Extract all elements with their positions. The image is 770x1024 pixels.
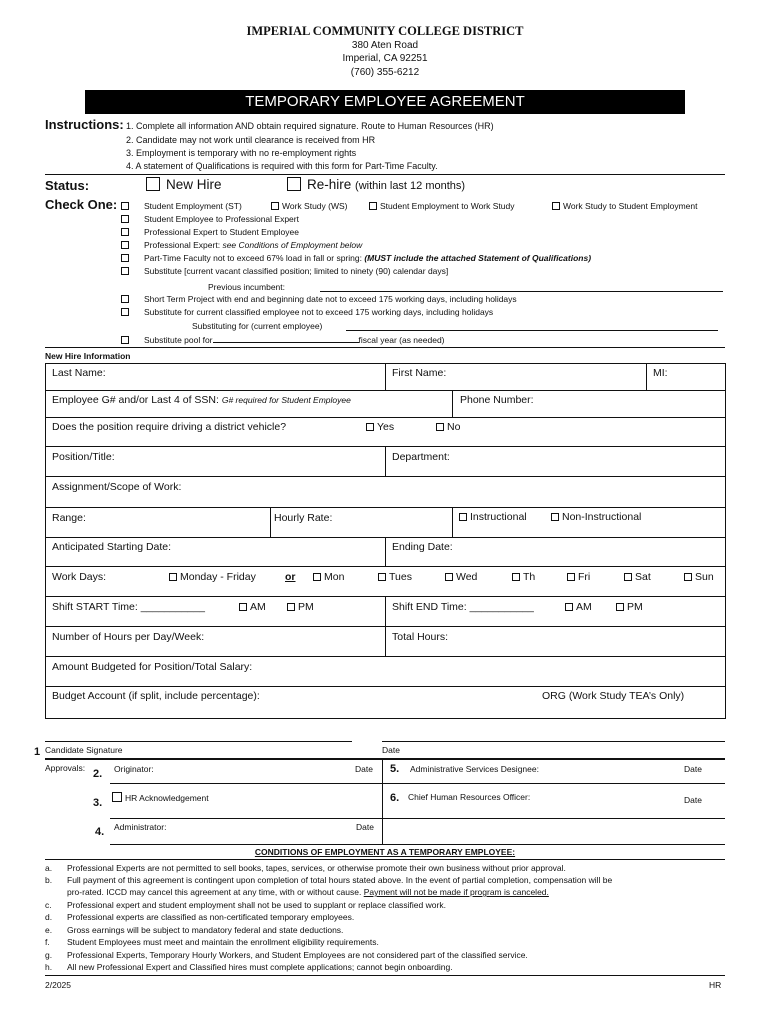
driving-yes-checkbox[interactable] [366,423,374,431]
option-professional-expert[interactable] [121,240,362,250]
range-field[interactable]: Range: [52,512,86,524]
option-label: Substitute pool for [144,335,213,345]
condition-b-cont [67,887,549,897]
day-label: Wed [456,571,478,583]
chief-hr-date-label: Date [684,795,702,805]
option-st-to-ws[interactable] [369,201,515,211]
condition-f [45,937,379,947]
non-instructional-option[interactable] [551,511,641,523]
rehire-option[interactable] [287,177,465,192]
step-number-4: 4. [95,826,105,838]
am-label: AM [576,601,592,613]
option-label: Professional Expert to Student Employee [144,227,299,237]
condition-letter: d. [45,912,53,922]
condition-g [45,950,528,960]
employee-g-label: Employee G# and/or Last 4 of SSN: [52,394,222,406]
pm-label: PM [298,601,314,613]
row-line [45,507,726,508]
option-note: (MUST include the attached Statement of Qualifications) [364,253,592,263]
chief-hr-label[interactable]: Chief Human Resources Officer: [408,792,531,802]
option-pe-to-se[interactable] [121,227,299,237]
row-line [45,686,726,687]
checkbox-se-pe[interactable] [121,215,129,223]
day-checkbox[interactable] [684,573,692,581]
driving-no-label: No [447,421,461,433]
hours-field[interactable]: Number of Hours per Day/Week: [52,631,205,643]
position-title-field[interactable]: Position/Title: [52,451,115,463]
col-line [452,507,453,537]
day-checkbox[interactable] [445,573,453,581]
non-instructional-label: Non-Instructional [562,511,642,523]
day-label: Th [523,571,536,583]
department-field[interactable]: Department: [392,451,450,463]
conditions-heading: CONDITIONS OF EMPLOYMENT AS A TEMPORARY EMPLOYEE: [254,847,516,857]
address-line-2: Imperial, CA 92251 [342,53,428,64]
condition-letter: a. [45,863,53,873]
condition-text: Professional Experts, Temporary Hourly Workers, and Student Employees are not considered part of the classified service. [67,950,528,960]
option-label: Student Employee to Professional Expert [144,214,299,224]
condition-text: Professional Experts are not permitted to sell books, tapes, services, or otherwise promote their own business without prior approval. [67,863,566,873]
row-line [45,390,726,391]
new-hire-label: New Hire [166,177,222,192]
option-label: Work Study (WS) [282,201,348,211]
day-wed-option[interactable] [445,571,477,583]
day-label: Tues [389,571,412,583]
driving-yes-option[interactable] [366,421,394,433]
end-date-field[interactable]: Ending Date: [392,541,453,553]
mon-fri-label: Monday - Friday [180,571,256,583]
conditions-top-line [45,859,725,860]
shift-end-field[interactable]: Shift END Time: ___________ [392,601,534,613]
driving-yes-label: Yes [377,421,395,433]
first-name-field[interactable]: First Name: [392,367,447,379]
option-label: Short Term Project with end and beginning date not to exceed 175 working days, including holidays [144,294,517,304]
condition-h [45,962,453,972]
instruction-4: 4. A statement of Qualifications is required with this form for Part-Time Faculty. [126,161,438,171]
last-name-field[interactable]: Last Name: [52,367,106,379]
instruction-2: 2. Candidate may not work until clearance is received from HR [126,135,376,145]
checkbox-st[interactable] [121,202,129,210]
am-label: AM [250,601,266,613]
candidate-date-label: Date [382,745,400,755]
approval-row-line [110,783,725,784]
form-title-bar [85,90,685,114]
approvals-mid-divider [382,759,383,845]
rehire-checkbox[interactable] [287,177,301,191]
condition-c [45,900,446,910]
checkbox-pool[interactable] [121,336,129,344]
row-line [45,566,726,567]
condition-underlined: Payment will not be made if program is canceled. [363,887,549,897]
checkbox-pe-se[interactable] [121,228,129,236]
condition-text: Professional experts are classified as non-certificated temporary employees. [67,912,355,922]
instructions-label: Instructions: [45,117,124,132]
conditions-bottom-line [45,975,725,976]
hr-ack-option[interactable] [112,792,209,803]
condition-letter: f. [45,937,50,947]
condition-text: All new Professional Expert and Classified hires must complete applications; cannot begin onboarding. [67,962,453,972]
condition-b [45,875,612,885]
new-hire-heading: New Hire Information [45,351,131,361]
day-label: Sat [635,571,651,583]
option-substitute-pool[interactable] [121,335,445,345]
start-date-field[interactable]: Anticipated Starting Date: [52,541,172,553]
day-checkbox[interactable] [313,573,321,581]
substituting-for-line[interactable] [346,330,718,331]
checkbox-st-ws[interactable] [369,202,377,210]
option-label: Substitute for current classified employee not to exceed 175 working days, including holidays [144,307,494,317]
day-checkbox[interactable] [624,573,632,581]
condition-text: Gross earnings will be subject to mandatory federal and state deductions. [67,925,344,935]
candidate-signature-line[interactable] [45,741,352,742]
new-hire-checkbox[interactable] [146,177,160,191]
admin-designee-date-label: Date [684,764,702,774]
employee-g-field[interactable] [52,394,351,406]
checkbox-ws-st[interactable] [552,202,560,210]
shift-end-am-option[interactable] [565,601,592,613]
checkbox-pe[interactable] [121,241,129,249]
day-sat-option[interactable] [624,571,651,583]
option-label: fiscal year (as needed) [358,335,445,345]
step-number-3: 3. [93,797,103,809]
form-title: TEMPORARY EMPLOYEE AGREEMENT [245,93,525,110]
instruction-3: 3. Employment is temporary with no re-employment rights [126,148,357,158]
instructional-checkbox[interactable] [459,513,467,521]
mon-fri-checkbox[interactable] [169,573,177,581]
admin-designee-label[interactable]: Administrative Services Designee: [410,764,539,774]
status-label: Status: [45,178,90,193]
condition-text: pro-rated. ICCD may cancel this agreement at any time, with or without cause. [67,887,364,897]
address-line-1: 380 Aten Road [351,40,419,51]
rehire-note: (within last 12 months) [355,180,466,192]
amount-budgeted-field[interactable]: Amount Budgeted for Position/Total Salary: [52,661,253,673]
day-label: Fri [578,571,591,583]
budget-account-field[interactable]: Budget Account (if split, include percentage): [52,690,260,702]
driving-question: Does the position require driving a district vehicle? [52,421,287,433]
row-line [45,656,726,657]
condition-letter: g. [45,950,53,960]
pm-checkbox[interactable] [616,603,624,611]
instruction-1: 1. Complete all information AND obtain required signature. Route to Human Resources (HR) [126,121,494,131]
condition-d [45,912,354,922]
condition-letter: e. [45,925,53,935]
checkbox-ws[interactable] [271,202,279,210]
am-checkbox[interactable] [565,603,573,611]
day-sun-option[interactable] [684,571,714,583]
check-one-label: Check One: [45,197,118,212]
condition-text: Professional expert and student employment shall not be used to supplant or replace classified work. [67,900,446,910]
option-label: Student Employment (ST) [144,201,242,211]
hr-ack-checkbox[interactable] [112,792,122,802]
driving-no-checkbox[interactable] [436,423,444,431]
previous-incumbent-label: Previous incumbent: [208,282,286,292]
option-label: Substitute [current vacant classified position; limited to ninety (90) calendar days] [144,266,449,276]
checkbox-sub[interactable] [121,267,129,275]
mon-fri-option[interactable] [169,571,256,583]
option-short-term-project[interactable] [121,294,517,304]
col-line [385,363,386,390]
day-tues-option[interactable] [378,571,412,583]
day-label: Mon [324,571,345,583]
day-checkbox[interactable] [512,573,520,581]
condition-letter: b. [45,875,53,885]
condition-letter: c. [45,900,52,910]
fiscal-year-line[interactable] [213,335,359,343]
instructional-label: Instructional [470,511,527,523]
hr-ack-label: HR Acknowledgement [125,793,209,803]
condition-text: Full payment of this agreement is contingent upon completion of total hours stated above. In the event of partial completion, compensation will be [67,875,613,885]
option-label: Part-Time Faculty not to exceed 67% load in fall or spring: [144,253,365,263]
step-number-6: 6. [390,792,400,804]
approvals-bottom-line [110,844,725,845]
candidate-date-line[interactable] [382,741,725,742]
approval-row-line [110,818,725,819]
condition-letter: h. [45,962,53,972]
rehire-label: Re-hire [307,177,352,192]
substituting-for-label: Substituting for (current employee) [192,321,323,331]
row-line [45,476,726,477]
footer-revision: 2/2025 [45,980,71,990]
am-checkbox[interactable] [239,603,247,611]
day-mon-option[interactable] [313,571,344,583]
option-se-to-pe[interactable] [121,214,299,224]
total-hours-field[interactable]: Total Hours: [392,631,449,643]
instructions-divider [45,174,725,175]
pm-checkbox[interactable] [287,603,295,611]
or-label: or [285,571,296,583]
previous-incumbent-line[interactable] [320,291,723,292]
step-number-1: 1 [34,746,41,758]
step-number-5: 5. [390,763,400,775]
day-th-option[interactable] [512,571,535,583]
district-name: IMPERIAL COMMUNITY COLLEGE DISTRICT [246,24,524,38]
phone-number-field[interactable]: Phone Number: [460,394,534,406]
shift-start-field[interactable]: Shift START Time: ___________ [52,601,205,613]
hourly-rate-field[interactable]: Hourly Rate: [274,512,333,524]
option-note: see Conditions of Employment below [222,240,363,250]
condition-a [45,863,566,873]
non-instructional-checkbox[interactable] [551,513,559,521]
shift-start-pm-option[interactable] [287,601,314,613]
instructional-option[interactable] [459,511,527,523]
day-checkbox[interactable] [567,573,575,581]
condition-e [45,925,343,935]
org-field[interactable]: ORG (Work Study TEA’s Only) [542,690,685,702]
shift-end-pm-option[interactable] [616,601,643,613]
pm-label: PM [627,601,643,613]
new-hire-option[interactable] [146,177,222,192]
approvals-top-line [45,758,725,760]
work-days-label: Work Days: [52,571,107,583]
originator-date-label: Date [355,764,373,774]
option-work-study[interactable] [271,201,348,211]
option-substitute[interactable] [121,266,448,276]
administrator-label[interactable]: Administrator: [114,822,167,832]
assignment-field[interactable]: Assignment/Scope of Work: [52,481,182,493]
check-one-divider [45,347,725,348]
day-label: Sun [695,571,714,583]
originator-label[interactable]: Originator: [114,764,154,774]
option-substitute-current[interactable] [121,307,493,317]
mi-field[interactable]: MI: [653,367,668,379]
option-student-employment[interactable] [121,201,242,211]
option-label: Work Study to Student Employment [563,201,698,211]
col-line [270,507,271,537]
checkbox-ptf[interactable] [121,254,129,262]
option-label: Professional Expert: [144,240,223,250]
col-line [452,390,453,417]
row-line [45,417,726,418]
candidate-signature-label: Candidate Signature [45,745,123,755]
checkbox-subcur[interactable] [121,308,129,316]
footer-department: HR [709,980,722,990]
col-line [646,363,647,390]
step-number-2: 2. [93,768,103,780]
shift-start-am-option[interactable] [239,601,266,613]
option-label: Student Employment to Work Study [380,201,515,211]
checkbox-stp[interactable] [121,295,129,303]
col-line [385,537,386,566]
approvals-label: Approvals: [45,763,86,773]
administrator-date-label: Date [356,822,374,832]
driving-no-option[interactable] [436,421,460,433]
option-part-time-faculty[interactable] [121,253,591,263]
employee-g-note: G# required for Student Employee [221,395,351,405]
day-checkbox[interactable] [378,573,386,581]
district-phone: (760) 355-6212 [350,67,420,78]
condition-text: Student Employees must meet and maintain the enrollment eligibility requirements. [67,937,379,947]
col-line [385,446,386,476]
col-line [385,596,386,656]
option-ws-to-st[interactable] [552,201,698,211]
day-fri-option[interactable] [567,571,590,583]
